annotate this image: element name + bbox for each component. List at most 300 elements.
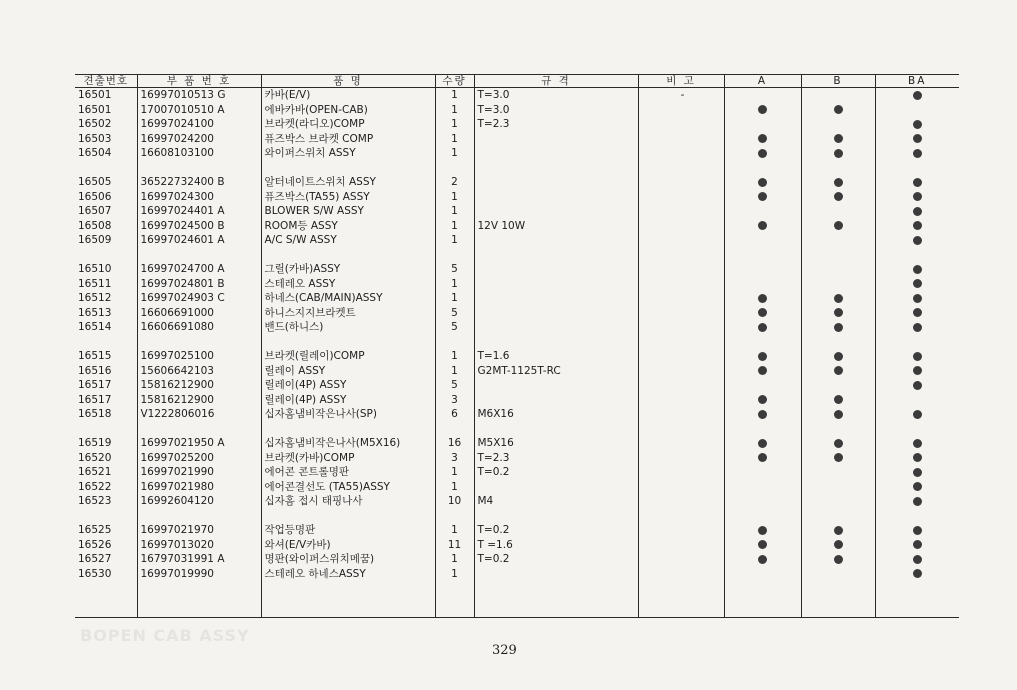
- spacer-cell: [801, 335, 875, 350]
- table-row: [75, 88, 959, 103]
- ref-no-cell: 16508: [78, 219, 112, 232]
- spacer-cell: [801, 248, 875, 263]
- part-name-cell: 브라켓(카바)COMP: [261, 451, 435, 466]
- table-row: [75, 190, 959, 205]
- part-no-cell: 16997021980: [137, 480, 261, 495]
- table-row: [75, 378, 959, 393]
- applicable-dot-icon: [913, 453, 922, 462]
- model-ba-cell: [875, 233, 959, 248]
- part-no-cell: 17007010510 A: [137, 103, 261, 118]
- ref-no-cell: 16526: [78, 538, 112, 551]
- table-row: [75, 393, 959, 408]
- model-b-cell: [801, 306, 875, 321]
- applicable-dot-icon: [913, 265, 922, 274]
- part-no-cell: 16606691000: [137, 306, 261, 321]
- part-no-cell: 15606642103: [137, 364, 261, 379]
- part-no-cell: 16997024601 A: [137, 233, 261, 248]
- part-name-cell: 에바카바(OPEN-CAB): [261, 103, 435, 118]
- applicable-dot-icon: [758, 294, 767, 303]
- applicable-dot-icon: [758, 134, 767, 143]
- model-ba-cell: [875, 291, 959, 306]
- part-no-cell: 16997021990: [137, 465, 261, 480]
- applicable-dot-icon: [834, 410, 843, 419]
- spacer-cell: [474, 422, 638, 437]
- model-b-cell: [801, 407, 875, 422]
- remark-cell: [638, 219, 724, 234]
- remark-cell: [638, 103, 724, 118]
- quantity-cell: 3: [435, 451, 474, 466]
- spec-cell: [474, 480, 638, 495]
- part-name-cell: 에어콘 콘트롤명판: [261, 465, 435, 480]
- table-row: [75, 451, 959, 466]
- quantity-cell: 1: [435, 204, 474, 219]
- remark-cell: [638, 132, 724, 147]
- model-ba-cell: [875, 436, 959, 451]
- applicable-dot-icon: [913, 279, 922, 288]
- applicable-dot-icon: [913, 439, 922, 448]
- part-name-cell: 릴레이 ASSY: [261, 364, 435, 379]
- quantity-cell: 5: [435, 306, 474, 321]
- part-no-cell: 16997021950 A: [137, 436, 261, 451]
- part-name-cell: 십자홈냄비작은나사(M5X16): [261, 436, 435, 451]
- table-row: [75, 465, 959, 480]
- quantity-cell: 11: [435, 538, 474, 553]
- applicable-dot-icon: [758, 526, 767, 535]
- table-row: [75, 567, 959, 582]
- remark-cell: [638, 480, 724, 495]
- table-row: [75, 552, 959, 567]
- spacer-cell: [875, 509, 959, 524]
- model-b-cell: [801, 465, 875, 480]
- filler-cell: [137, 581, 261, 618]
- table-row: [75, 538, 959, 553]
- quantity-cell: 5: [435, 262, 474, 277]
- applicable-dot-icon: [834, 308, 843, 317]
- part-name-cell: 릴레이(4P) ASSY: [261, 393, 435, 408]
- model-ba-cell: [875, 175, 959, 190]
- spec-cell: T=1.6: [474, 349, 638, 364]
- applicable-dot-icon: [834, 192, 843, 201]
- model-a-cell: [724, 393, 801, 408]
- quantity-cell: 2: [435, 175, 474, 190]
- model-a-cell: [724, 494, 801, 509]
- model-b-cell: [801, 291, 875, 306]
- applicable-dot-icon: [913, 323, 922, 332]
- applicable-dot-icon: [913, 410, 922, 419]
- spacer-cell: [875, 161, 959, 176]
- model-b-cell: [801, 146, 875, 161]
- applicable-dot-icon: [834, 453, 843, 462]
- model-a-cell: [724, 552, 801, 567]
- applicable-dot-icon: [913, 221, 922, 230]
- spec-cell: 12V 10W: [474, 219, 638, 234]
- col-header-remark: 비 고: [638, 75, 724, 88]
- spacer-cell: [435, 422, 474, 437]
- col-header-part-no: 부 품 번 호: [137, 75, 261, 88]
- model-b-cell: [801, 552, 875, 567]
- model-ba-cell: [875, 204, 959, 219]
- applicable-dot-icon: [834, 134, 843, 143]
- model-b-cell: [801, 451, 875, 466]
- model-b-cell: [801, 233, 875, 248]
- part-no-cell: 16997024100: [137, 117, 261, 132]
- model-b-cell: [801, 190, 875, 205]
- quantity-cell: 1: [435, 277, 474, 292]
- ref-no-cell: 16519: [78, 437, 112, 449]
- quantity-cell: 1: [435, 190, 474, 205]
- model-ba-cell: [875, 465, 959, 480]
- part-no-cell: 16997024500 B: [137, 219, 261, 234]
- applicable-dot-icon: [834, 221, 843, 230]
- applicable-dot-icon: [758, 308, 767, 317]
- model-ba-cell: [875, 306, 959, 321]
- ref-no-cell: 16527: [78, 553, 112, 565]
- spacer-cell: [724, 509, 801, 524]
- applicable-dot-icon: [758, 540, 767, 549]
- spacer-cell: [137, 248, 261, 263]
- model-a-cell: [724, 465, 801, 480]
- spec-cell: [474, 320, 638, 335]
- spacer-cell: [474, 161, 638, 176]
- model-a-cell: [724, 436, 801, 451]
- model-a-cell: [724, 219, 801, 234]
- applicable-dot-icon: [913, 366, 922, 375]
- bleed-through-text: BOPEN CAB ASSY: [80, 626, 250, 645]
- model-b-cell: [801, 480, 875, 495]
- applicable-dot-icon: [758, 439, 767, 448]
- remark-cell: [638, 407, 724, 422]
- quantity-cell: 1: [435, 465, 474, 480]
- spec-cell: [474, 567, 638, 582]
- spacer-cell: [75, 509, 137, 524]
- remark-cell: [638, 320, 724, 335]
- model-a-cell: [724, 117, 801, 132]
- part-name-cell: 에어콘결선도 (TA55)ASSY: [261, 480, 435, 495]
- quantity-cell: 5: [435, 378, 474, 393]
- model-b-cell: [801, 494, 875, 509]
- applicable-dot-icon: [913, 468, 922, 477]
- ref-no-cell: 16503: [78, 132, 112, 145]
- table-row: [75, 117, 959, 132]
- model-ba-cell: [875, 349, 959, 364]
- remark-cell: [638, 364, 724, 379]
- model-b-cell: [801, 436, 875, 451]
- quantity-cell: 10: [435, 494, 474, 509]
- ref-no-cell: 16506: [78, 190, 112, 203]
- model-b-cell: [801, 277, 875, 292]
- quantity-cell: 1: [435, 88, 474, 103]
- applicable-dot-icon: [758, 178, 767, 187]
- model-a-cell: [724, 262, 801, 277]
- remark-cell: [638, 523, 724, 538]
- ref-no-cell: 16514: [78, 321, 112, 333]
- part-name-cell: 와이퍼스위치 ASSY: [261, 146, 435, 161]
- remark-cell: [638, 393, 724, 408]
- remark-cell: [638, 349, 724, 364]
- model-b-cell: [801, 219, 875, 234]
- parts-table-body: [75, 88, 959, 618]
- remark-cell: [638, 538, 724, 553]
- applicable-dot-icon: [834, 323, 843, 332]
- model-b-cell: [801, 393, 875, 408]
- ref-no-cell: 16505: [78, 176, 112, 188]
- part-name-cell: 퓨즈박스 브라켓 COMP: [261, 132, 435, 147]
- model-ba-cell: [875, 117, 959, 132]
- model-a-cell: [724, 233, 801, 248]
- spacer-cell: [724, 248, 801, 263]
- model-a-cell: [724, 132, 801, 147]
- spacer-cell: [261, 161, 435, 176]
- model-a-cell: [724, 407, 801, 422]
- spec-cell: T=0.2: [474, 523, 638, 538]
- model-ba-cell: [875, 364, 959, 379]
- applicable-dot-icon: [834, 555, 843, 564]
- applicable-dot-icon: [913, 569, 922, 578]
- ref-no-cell: 16510: [78, 263, 112, 275]
- model-a-cell: [724, 204, 801, 219]
- applicable-dot-icon: [758, 323, 767, 332]
- spacer-cell: [801, 161, 875, 176]
- applicable-dot-icon: [834, 352, 843, 361]
- ref-no-cell: 16516: [78, 364, 112, 377]
- applicable-dot-icon: [913, 555, 922, 564]
- remark-cell: [638, 277, 724, 292]
- applicable-dot-icon: [913, 207, 922, 216]
- table-row: [75, 320, 959, 335]
- model-a-cell: [724, 480, 801, 495]
- applicable-dot-icon: [834, 178, 843, 187]
- spec-cell: T =1.6: [474, 538, 638, 553]
- spacer-cell: [435, 248, 474, 263]
- applicable-dot-icon: [913, 192, 922, 201]
- model-a-cell: [724, 364, 801, 379]
- part-no-cell: 16997025200: [137, 451, 261, 466]
- model-ba-cell: [875, 378, 959, 393]
- filler-row: [75, 581, 959, 618]
- applicable-dot-icon: [913, 149, 922, 158]
- spacer-cell: [474, 335, 638, 350]
- part-no-cell: 16997024700 A: [137, 262, 261, 277]
- table-row: [75, 103, 959, 118]
- model-b-cell: [801, 538, 875, 553]
- spacer-cell: [875, 422, 959, 437]
- ref-no-cell: 16511: [78, 277, 112, 290]
- applicable-dot-icon: [834, 526, 843, 535]
- quantity-cell: 3: [435, 393, 474, 408]
- ref-no-cell: 16509: [78, 234, 112, 246]
- model-a-cell: [724, 190, 801, 205]
- spacer-cell: [75, 161, 137, 176]
- model-ba-cell: [875, 146, 959, 161]
- part-name-cell: 스테레오 하네스ASSY: [261, 567, 435, 582]
- table-row: [75, 219, 959, 234]
- part-name-cell: 작업등명판: [261, 523, 435, 538]
- group-spacer-row: [75, 248, 959, 263]
- model-ba-cell: [875, 103, 959, 118]
- model-ba-cell: [875, 451, 959, 466]
- part-no-cell: 15816212900: [137, 393, 261, 408]
- table-row: [75, 407, 959, 422]
- filler-cell: [638, 581, 724, 618]
- applicable-dot-icon: [834, 439, 843, 448]
- header-row: [75, 75, 959, 88]
- table-row: [75, 480, 959, 495]
- applicable-dot-icon: [913, 178, 922, 187]
- part-name-cell: 십자홈 접시 태핑나사: [261, 494, 435, 509]
- ref-no-cell: 16517: [78, 393, 112, 406]
- applicable-dot-icon: [758, 410, 767, 419]
- applicable-dot-icon: [758, 453, 767, 462]
- model-ba-cell: [875, 132, 959, 147]
- col-header-ba: BA: [875, 75, 959, 88]
- quantity-cell: 1: [435, 132, 474, 147]
- ref-no-cell: 16525: [78, 524, 112, 536]
- part-name-cell: 십자홈냄비작은나사(SP): [261, 407, 435, 422]
- model-a-cell: [724, 88, 801, 103]
- applicable-dot-icon: [913, 540, 922, 549]
- quantity-cell: 1: [435, 480, 474, 495]
- ref-no-cell: 16518: [78, 408, 112, 420]
- part-no-cell: 16997024801 B: [137, 277, 261, 292]
- part-name-cell: ROOM등 ASSY: [261, 219, 435, 234]
- model-a-cell: [724, 175, 801, 190]
- remark-cell: -: [638, 88, 724, 103]
- applicable-dot-icon: [913, 120, 922, 129]
- model-b-cell: [801, 88, 875, 103]
- quantity-cell: 1: [435, 291, 474, 306]
- model-b-cell: [801, 567, 875, 582]
- spec-cell: [474, 146, 638, 161]
- applicable-dot-icon: [834, 366, 843, 375]
- part-no-cell: 16608103100: [137, 146, 261, 161]
- table-row: [75, 132, 959, 147]
- spacer-cell: [474, 248, 638, 263]
- applicable-dot-icon: [758, 395, 767, 404]
- applicable-dot-icon: [758, 105, 767, 114]
- model-b-cell: [801, 103, 875, 118]
- part-no-cell: 16997010513 G: [137, 88, 261, 103]
- model-a-cell: [724, 523, 801, 538]
- applicable-dot-icon: [913, 381, 922, 390]
- spec-cell: [474, 190, 638, 205]
- ref-no-cell: 16523: [78, 495, 112, 507]
- spacer-cell: [261, 248, 435, 263]
- model-b-cell: [801, 132, 875, 147]
- quantity-cell: 1: [435, 349, 474, 364]
- model-b-cell: [801, 523, 875, 538]
- filler-cell: [261, 581, 435, 618]
- ref-no-cell: 16530: [78, 567, 112, 580]
- applicable-dot-icon: [834, 294, 843, 303]
- ref-no-cell: 16501: [78, 103, 112, 116]
- quantity-cell: 1: [435, 364, 474, 379]
- model-a-cell: [724, 567, 801, 582]
- spacer-cell: [75, 335, 137, 350]
- table-row: [75, 494, 959, 509]
- spacer-cell: [638, 422, 724, 437]
- remark-cell: [638, 175, 724, 190]
- table-row: [75, 262, 959, 277]
- applicable-dot-icon: [834, 540, 843, 549]
- col-header-name: 품 명: [261, 75, 435, 88]
- model-a-cell: [724, 291, 801, 306]
- applicable-dot-icon: [913, 497, 922, 506]
- spec-cell: [474, 378, 638, 393]
- model-b-cell: [801, 175, 875, 190]
- quantity-cell: 1: [435, 146, 474, 161]
- remark-cell: [638, 567, 724, 582]
- spec-cell: M4: [474, 494, 638, 509]
- spec-cell: T=2.3: [474, 451, 638, 466]
- model-ba-cell: [875, 277, 959, 292]
- remark-cell: [638, 262, 724, 277]
- table-row: [75, 364, 959, 379]
- col-header-spec: 규 격: [474, 75, 638, 88]
- spacer-cell: [75, 248, 137, 263]
- spec-cell: [474, 132, 638, 147]
- table-row: [75, 306, 959, 321]
- part-name-cell: 하니스지지브라켓트: [261, 306, 435, 321]
- spec-cell: [474, 306, 638, 321]
- part-no-cell: 16997024200: [137, 132, 261, 147]
- quantity-cell: 1: [435, 552, 474, 567]
- spacer-cell: [724, 335, 801, 350]
- remark-cell: [638, 146, 724, 161]
- part-no-cell: 16997024903 C: [137, 291, 261, 306]
- model-ba-cell: [875, 567, 959, 582]
- remark-cell: [638, 117, 724, 132]
- spec-cell: T=2.3: [474, 117, 638, 132]
- part-name-cell: 브라켓(릴레이)COMP: [261, 349, 435, 364]
- applicable-dot-icon: [834, 395, 843, 404]
- remark-cell: [638, 233, 724, 248]
- spec-cell: [474, 233, 638, 248]
- group-spacer-row: [75, 335, 959, 350]
- page-number: 329: [492, 643, 517, 658]
- model-ba-cell: [875, 480, 959, 495]
- spacer-cell: [435, 335, 474, 350]
- spacer-cell: [638, 248, 724, 263]
- spacer-cell: [435, 161, 474, 176]
- quantity-cell: 1: [435, 219, 474, 234]
- model-ba-cell: [875, 407, 959, 422]
- applicable-dot-icon: [758, 366, 767, 375]
- part-name-cell: A/C S/W ASSY: [261, 233, 435, 248]
- ref-no-cell: 16507: [78, 205, 112, 217]
- table-row: [75, 277, 959, 292]
- spec-cell: [474, 262, 638, 277]
- quantity-cell: 6: [435, 407, 474, 422]
- filler-cell: [474, 581, 638, 618]
- remark-cell: [638, 291, 724, 306]
- spacer-cell: [137, 422, 261, 437]
- remark-cell: [638, 190, 724, 205]
- model-a-cell: [724, 320, 801, 335]
- spec-cell: [474, 277, 638, 292]
- spacer-cell: [801, 509, 875, 524]
- spacer-cell: [724, 161, 801, 176]
- spacer-cell: [801, 422, 875, 437]
- spec-cell: M6X16: [474, 407, 638, 422]
- model-b-cell: [801, 320, 875, 335]
- part-no-cell: 16992604120: [137, 494, 261, 509]
- table-row: [75, 233, 959, 248]
- quantity-cell: 1: [435, 103, 474, 118]
- spacer-cell: [435, 509, 474, 524]
- remark-cell: [638, 436, 724, 451]
- quantity-cell: 1: [435, 567, 474, 582]
- spacer-cell: [724, 422, 801, 437]
